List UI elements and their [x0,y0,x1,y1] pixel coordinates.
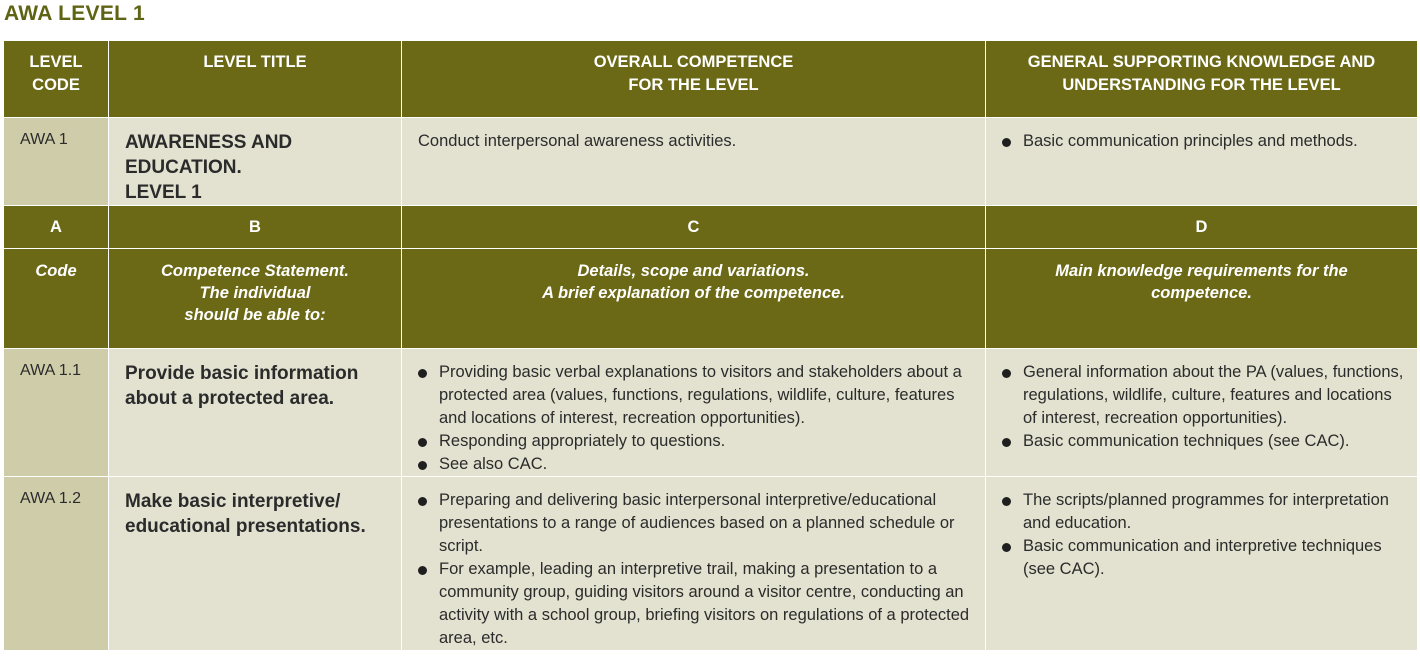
letter-row [4,206,1418,249]
header-general-knowledge: GENERAL SUPPORTING KNOWLEDGE AND UNDERSTANDING FOR THE LEVEL [986,41,1418,118]
letter-c: C [402,206,986,249]
row-knowledge [986,477,1418,651]
list-item: Preparing and delivering basic interpersonal interpretive/educational presentations to a range of audiences based on a planned schedule or script. [418,489,973,558]
row-details [402,477,986,651]
letter-d: D [986,206,1418,249]
level-knowledge [986,118,1418,206]
competence-table [3,40,1418,651]
list-item: General information about the PA (values, functions, regulations, wildlife, culture, features and locations of interest, recreation opportunities). [1002,361,1405,430]
level-row [4,118,1418,206]
header-level-title: LEVEL TITLE [109,41,402,118]
level-code: AWA 1 [4,118,109,206]
row-details [402,349,986,477]
table-row [4,349,1418,477]
header-overall-competence: OVERALL COMPETENCE FOR THE LEVEL [402,41,986,118]
list-item: Responding appropriately to questions. [418,430,973,453]
list-item: Basic communication principles and methods. [1002,130,1405,153]
table-header-row [4,41,1418,118]
page-title: AWA LEVEL 1 [4,2,145,25]
subheader-row [4,249,1418,349]
subheader-code: Code [4,249,109,349]
list-item: See also CAC. [418,453,973,476]
table-row [4,477,1418,651]
row-knowledge [986,349,1418,477]
row-code: AWA 1.2 [4,477,109,651]
subheader-statement: Competence Statement. The individual should be able to: [109,249,402,349]
subheader-details: Details, scope and variations. A brief explanation of the competence. [402,249,986,349]
row-code: AWA 1.1 [4,349,109,477]
list-item: Basic communication techniques (see CAC). [1002,430,1405,453]
header-level-code: LEVEL CODE [4,41,109,118]
row-statement: Make basic interpretive/ educational presentations. [109,477,402,651]
list-item: For example, leading an interpretive trail, making a presentation to a community group, guiding visitors around a visitor centre, conducting an activity with a school group, briefing visitors on regulations of a protected area, etc. [418,558,973,650]
row-statement: Provide basic information about a protected area. [109,349,402,477]
level-title: AWARENESS AND EDUCATION. LEVEL 1 [109,118,402,206]
list-item: Basic communication and interpretive techniques (see CAC). [1002,535,1405,581]
list-item: The scripts/planned programmes for interpretation and education. [1002,489,1405,535]
list-item: Providing basic verbal explanations to visitors and stakeholders about a protected area (values, functions, regulations, wildlife, culture, features and locations of interest, recreation opportunities). [418,361,973,430]
letter-a: A [4,206,109,249]
letter-b: B [109,206,402,249]
subheader-knowledge: Main knowledge requirements for the competence. [986,249,1418,349]
level-competence: Conduct interpersonal awareness activities. [402,118,986,206]
